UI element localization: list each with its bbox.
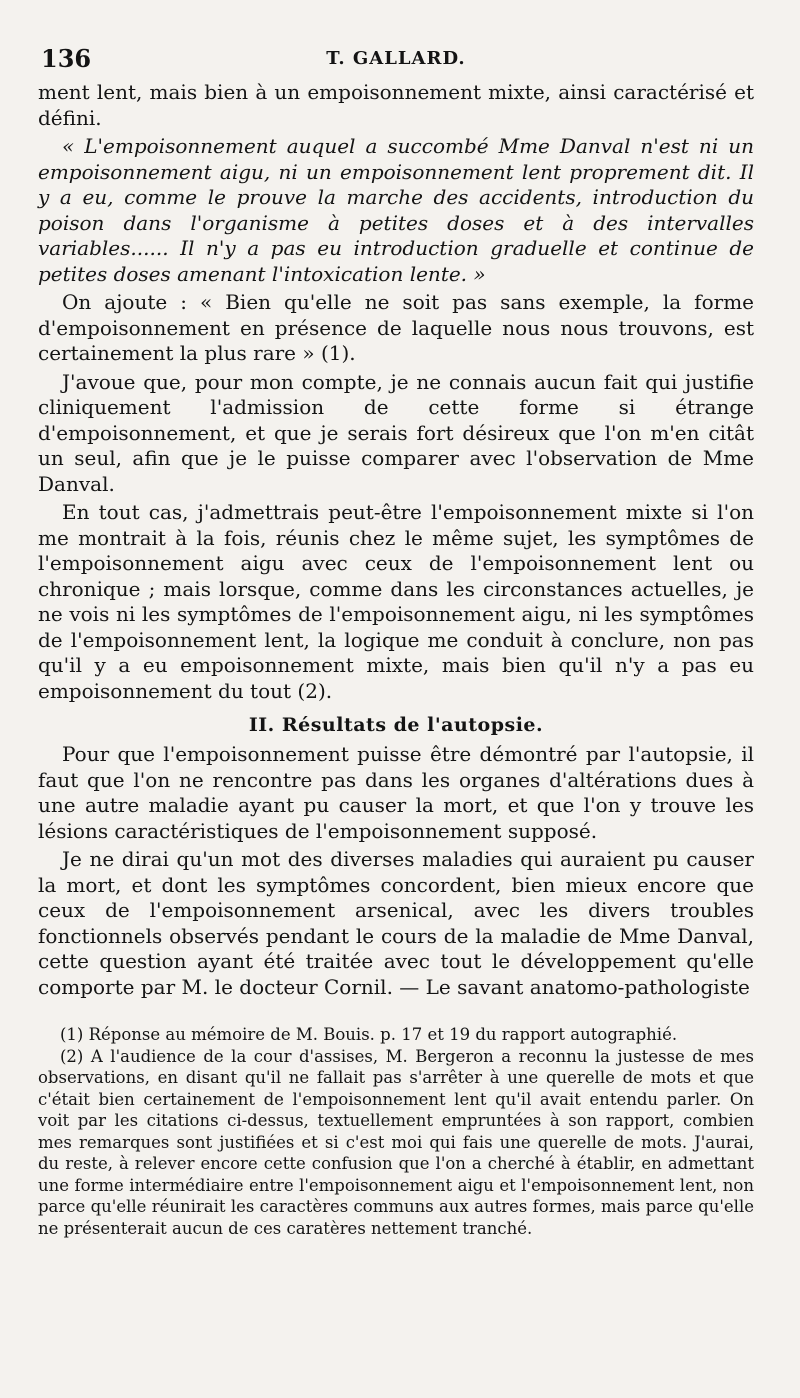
paragraph: Pour que l'empoisonnement puisse être démontré par l'autopsie, il faut que l'on ne rencontre pas dans les organes d'altérations dues à une autre maladie ayant pu causer la mort, et que l'on y trouve les lésions caractéristiques de l'empoisonnement supposé. [38,742,754,843]
book-page [38,40,754,1239]
paragraph: En tout cas, j'admettrais peut-être l'empoisonnement mixte si l'on me montrait à la fois, réunis chez le même sujet, les symptômes de l'empoisonnement aigu avec ceux de l'empoisonnement lent ou chronique ; mais lorsque, comme dans les circonstances actuelles, je ne vois ni les symptômes de l'empoisonnement aigu, ni les symptômes de l'empoisonnement lent, la logique me conduit à conclure, non pas qu'il y a eu empoisonnement mixte, mais bien qu'il n'y a pas eu empoisonnement du tout (2). [38,500,754,703]
paragraph: ment lent, mais bien à un empoisonnement mixte, ainsi caractérisé et défini. [38,80,754,130]
paragraph: Je ne dirai qu'un mot des diverses maladies qui auraient pu causer la mort, et dont les symptômes concordent, bien mieux encore que ceux de l'empoisonnement arsenical, avec les divers troubles fonctionnels observés pendant le cours de la maladie de Mme Danval, cette question ayant été traitée avec tout le développement qu'elle comporte par M. le docteur Cornil. — Le savant anatomo-pathologiste [38,847,754,999]
paragraph: J'avoue que, pour mon compte, je ne connais aucun fait qui justifie cliniquement l'admission de cette forme si étrange d'empoisonnement, et que je serais fort désireux que l'on m'en citât un seul, afin que je le puisse comparer avec l'observation de Mme Danval. [38,369,754,496]
quoted-paragraph: « L'empoisonnement auquel a succombé Mme Danval n'est ni un empoisonnement aigu, ni un empoisonnement lent proprement dit. Il y a eu, comme le prouve la marche des accidents, introduction du poison dans l'organisme à petites doses et à des intervalles variables...... Il n'y a pas eu introduction graduelle et continue de petites doses amenant l'intoxication lente. » [38,134,754,286]
footnotes [38,1024,754,1239]
page-header [38,40,754,80]
section-heading: II. Résultats de l'autopsie. [248,714,544,736]
running-title: T. GALLARD. [326,48,466,69]
footnote: (1) Réponse au mémoire de M. Bouis. p. 17 et 19 du rapport autographié. [60,1025,678,1044]
body-text [38,80,754,1000]
footnote: (2) A l'audience de la cour d'assises, M. Bergeron a reconnu la justesse de mes observations, en disant qu'il ne fallait pas s'arrêter à une querelle de mots et que c'était bien certainement de l'empoisonnement lent qu'il avait entendu parler. On voit par les citations ci-dessus, textuellement empruntées à son rapport, combien mes remarques sont justifiées et si c'est moi qui fais une querelle de mots. J'aurai, du reste, à relever encore cette confusion que l'on a cherché à établir, en admettant une forme intermédiaire entre l'empoisonnement aigu et l'empoisonnement lent, non parce qu'elle réunirait les caractères communs aux autres formes, mais parce qu'elle ne présenterait aucun de ces caratères nettement tranché. [38,1046,754,1238]
paragraph: On ajoute : « Bien qu'elle ne soit pas sans exemple, la forme d'empoisonnement en présence de laquelle nous nous trouvons, est certainement la plus rare » (1). [38,290,754,365]
page-number: 136 [41,44,92,73]
